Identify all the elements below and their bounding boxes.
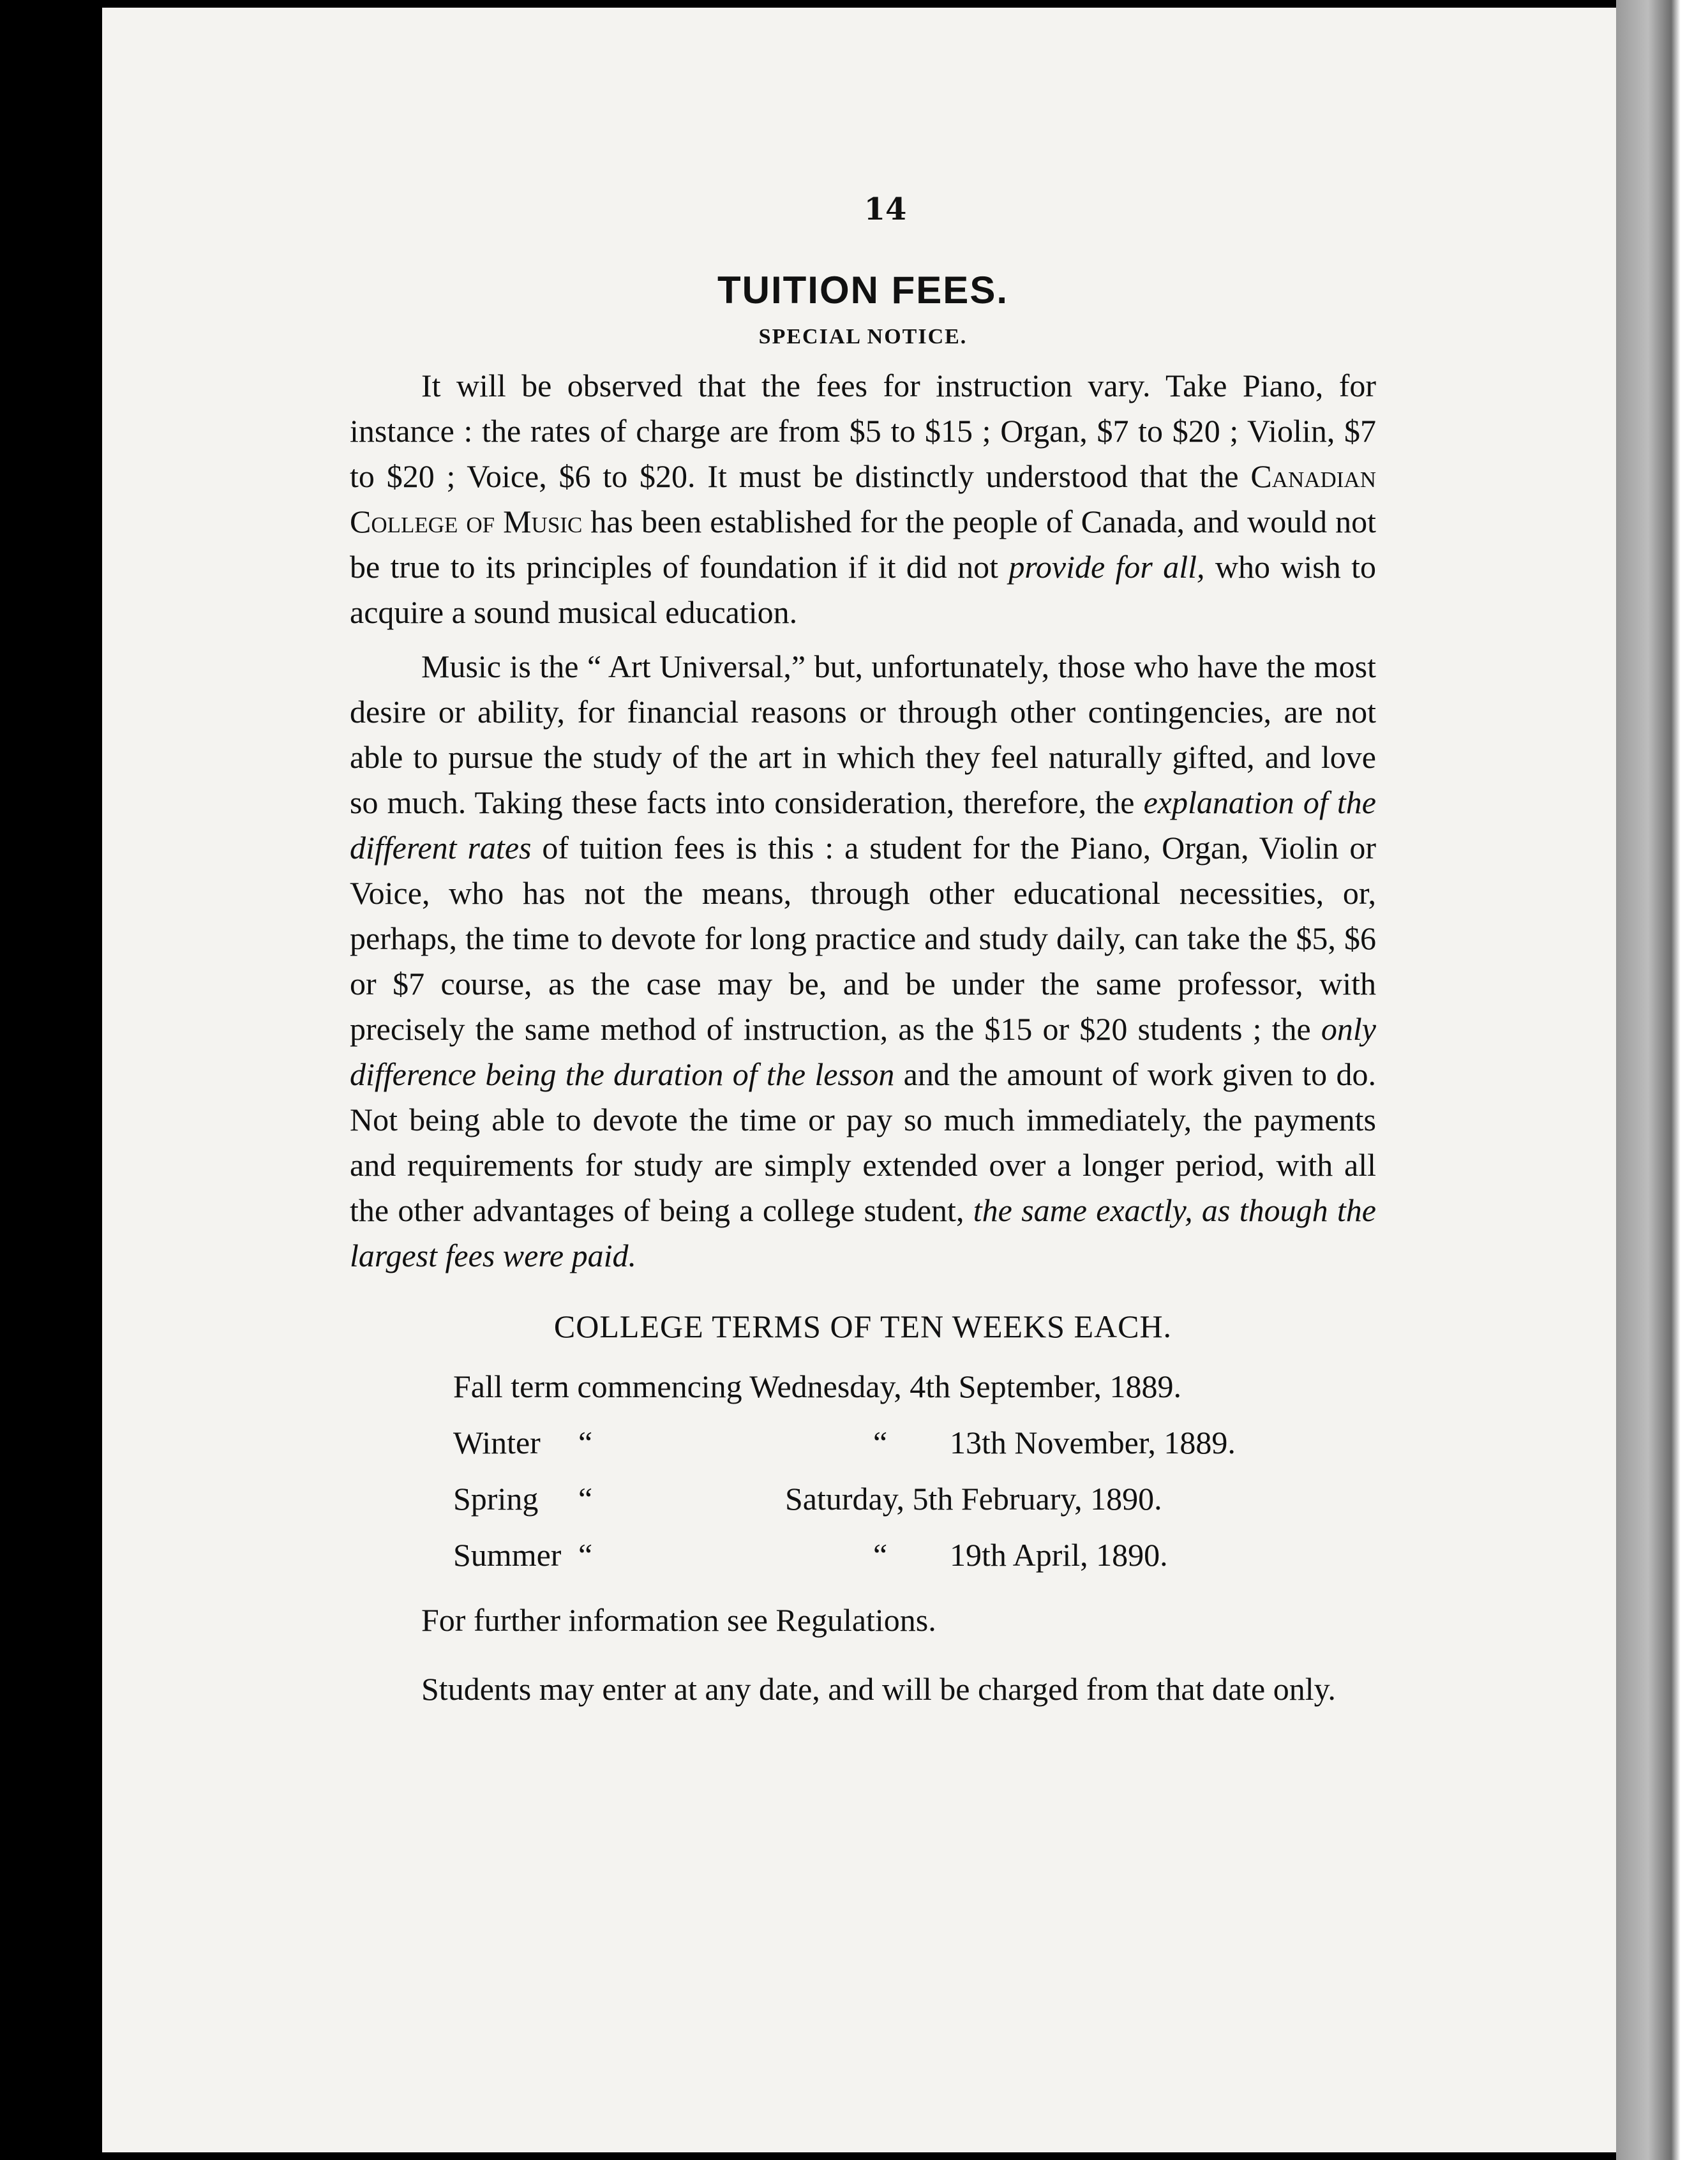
scan-left-border [0,0,102,2160]
terms-heading: COLLEGE TERMS OF TEN WEEKS EACH. [553,1309,1172,1344]
page-edge-shadow [1616,0,1708,2160]
page-content [350,191,1376,1712]
term-row-fall [350,1368,1376,1424]
ditto-mark: “ [873,1425,888,1460]
term-season: Summer [453,1537,562,1573]
term-date: 13th November, 1889. [950,1425,1236,1460]
term-row-winter [350,1424,1376,1480]
section-subtitle: SPECIAL NOTICE. [758,325,968,349]
page-title: TUITION FEES. [717,269,1009,311]
term-season: Spring [453,1481,539,1517]
emphasis-difference: only difference being the duration of the lesson [350,1011,1376,1092]
emphasis-largest: as though the largest fees were paid. [350,1192,1376,1273]
college-name: Canadian College of Music [350,458,1376,539]
term-season: Winter [453,1425,541,1460]
students-note: Students may enter at any date, and will be charged from that date only. [421,1671,1336,1707]
ditto-mark: “ [578,1537,593,1573]
emphasis-explanation: explanation of the different rates [350,784,1376,866]
paragraph-fees: It will be observed that the fees for instruction vary. Take Piano, for instance : the rates of charge are from $5 to $15 ; Organ, $7 to $20 ; Violin, $7 to $20 ; Voice, $6 to $20. It must be distinctly understood that the Canadian College of Music has been established for the people of Canada, and would not be true to its principles of foundation if it did not provide for all, who wish to acquire a sound musical education. [350,368,1377,630]
term-date: Saturday, 5th February, 1890. [785,1481,1162,1517]
term-row-summer [350,1536,1376,1593]
paragraph-music: Music is the “ Art Universal,” but, unfortunately, those who have the most desire or ability, for financial reasons or through other contingencies, are not able to pursue the study of the art in which they feel naturally gifted, and love so much. Taking these facts into consideration, therefore, the explanation of the different rates of tuition fees is this : a student for the Piano, Organ, Violin or Voice, who has not the means, through other educational necessities, or, perhaps, the time to devote for long practice and study daily, can take the $5, $6 or $7 course, as the case may be, and be under the same professor, with precisely the same method of instruction, as the $15 or $20 students ; the only difference being the duration of the lesson and the amount of work given to do. Not being able to devote the time or pay so much immediately, the payments and requirements for study are simply extended over a longer period, with all the other advantages of being a college student, the same exactly, as though the largest fees were paid. [350,649,1377,1273]
ditto-mark: “ [873,1537,888,1573]
further-info: For further information see Regulations. [421,1602,936,1638]
emphasis-same: the same exactly, [973,1192,1193,1228]
term-date: 19th April, 1890. [950,1537,1168,1573]
term-row-spring [350,1480,1376,1536]
emphasis-provide: provide for all, [1008,549,1205,585]
term-fall-text: Fall term commencing Wednesday, 4th September, 1889. [453,1369,1181,1404]
page-number: 14 [864,191,907,227]
ditto-mark: “ [578,1425,593,1460]
ditto-mark: “ [578,1481,593,1517]
